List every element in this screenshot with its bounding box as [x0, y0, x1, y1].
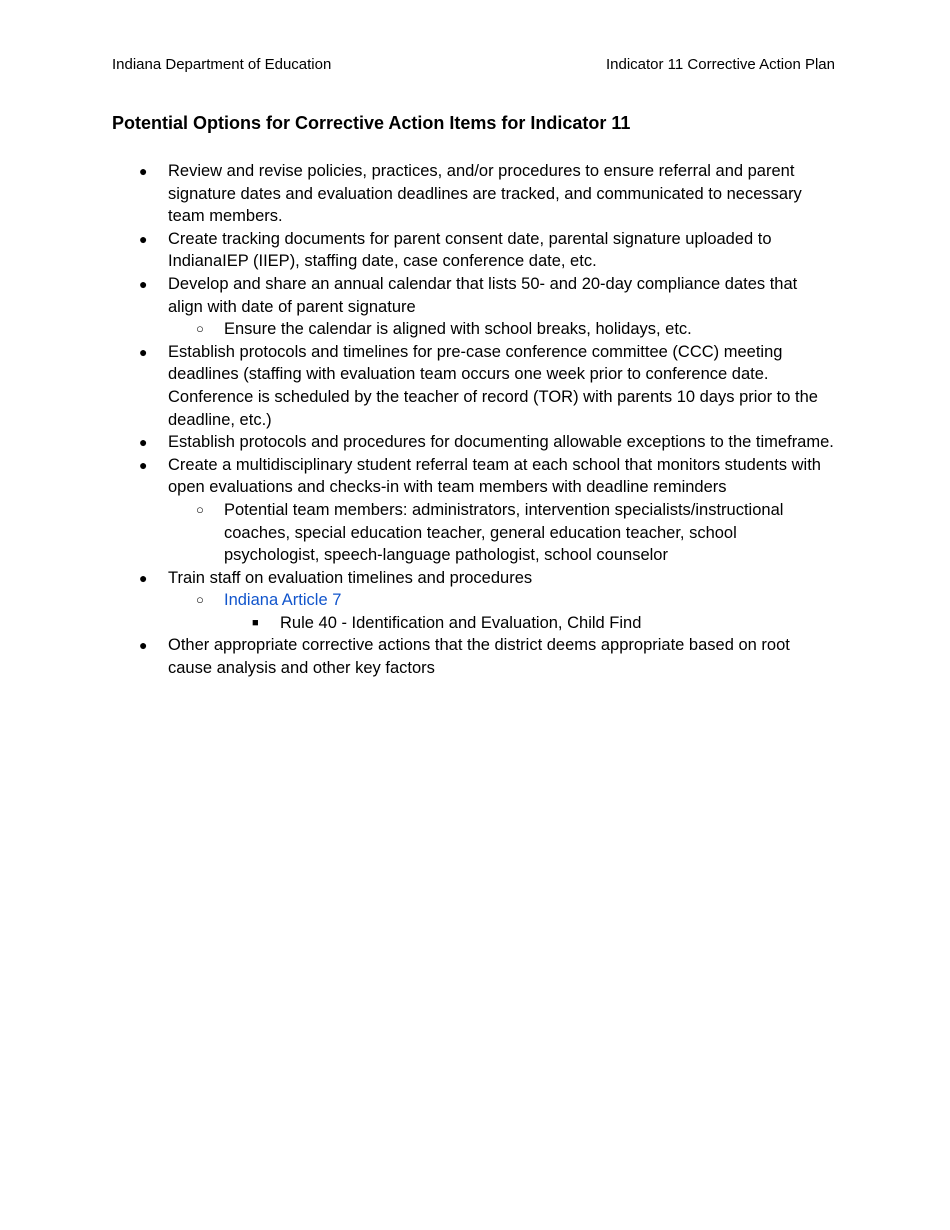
sub-item-text: Potential team members: administrators, intervention specialists/instructional coaches, special education teacher, general education teacher, school psychologist, speech-language pathologist, school counselor [224, 500, 784, 565]
list-item-text: Review and revise policies, practices, and/or procedures to ensure referral and parent signature dates and evaluation deadlines are tracked, and communicated to necessary team members. [168, 162, 802, 226]
sub-item-text: Ensure the calendar is aligned with school breaks, holidays, etc. [224, 320, 692, 339]
bullet-icon: ● [139, 637, 148, 654]
list-item-text: Establish protocols and timelines for pre-case conference committee (CCC) meeting deadlines (staffing with evaluation team occurs one week prior to conference date. Conference is scheduled by the teacher of record (TOR) with parents 10 days prior to the deadline, etc.) [168, 342, 818, 429]
list-item-text: Create a multidisciplinary student referral team at each school that monitors students with open evaluations and checks-in with team members with deadline reminders [168, 455, 821, 497]
bullet-icon: ● [139, 275, 148, 292]
bullet-icon: ● [139, 343, 148, 360]
hollow-bullet-icon: ○ [196, 592, 204, 608]
bullet-icon: ● [139, 230, 148, 247]
list-item-referral-team [112, 454, 835, 567]
sub-list [168, 499, 835, 567]
list-item-annual-calendar [112, 273, 835, 341]
list-item-text: Establish protocols and procedures for documenting allowable exceptions to the timeframe. [168, 433, 834, 452]
page-header [112, 55, 835, 75]
list-item-text: Train staff on evaluation timelines and procedures [168, 568, 533, 587]
list-item-tracking-documents [112, 228, 835, 273]
sub-item-calendar-alignment [168, 318, 835, 341]
list-item-text: Develop and share an annual calendar that lists 50- and 20-day compliance dates that align with date of parent signature [168, 274, 798, 316]
bullet-icon: ● [139, 434, 148, 451]
list-item-allowable-exceptions [112, 431, 835, 454]
hollow-bullet-icon: ○ [196, 321, 204, 337]
bullet-icon: ● [139, 569, 148, 586]
square-bullet-icon: ■ [252, 616, 259, 629]
sub-list [168, 318, 835, 341]
bullet-icon: ● [139, 456, 148, 473]
sub-sub-item-text: Rule 40 - Identification and Evaluation, Child Find [280, 613, 642, 632]
list-item-review-policies [112, 160, 835, 228]
sub-sub-item-rule-40 [224, 612, 835, 635]
header-document-title: Indicator 11 Corrective Action Plan [605, 56, 835, 73]
indiana-article-7-link[interactable]: Indiana Article 7 [224, 591, 342, 610]
list-item-ccc-protocols [112, 341, 835, 431]
page-title: Potential Options for Corrective Action Items for Indicator 11 [112, 113, 631, 133]
list-item-other-actions [112, 634, 835, 679]
corrective-action-list-container [112, 160, 835, 680]
header-organization: Indiana Department of Education [112, 56, 332, 73]
list-item-train-staff [112, 567, 835, 635]
hollow-bullet-icon: ○ [196, 501, 204, 517]
corrective-action-list [112, 160, 835, 680]
list-item-text: Create tracking documents for parent consent date, parental signature uploaded to IndianaIEP (IIEP), staffing date, case conference date, etc. [168, 229, 772, 271]
list-item-text: Other appropriate corrective actions that the district deems appropriate based on root cause analysis and other key factors [168, 636, 790, 678]
sub-item-article-7 [168, 589, 835, 634]
sub-item-team-members [168, 499, 835, 567]
bullet-icon: ● [139, 163, 148, 179]
sub-list [168, 589, 835, 634]
sub-sub-list [224, 612, 835, 635]
